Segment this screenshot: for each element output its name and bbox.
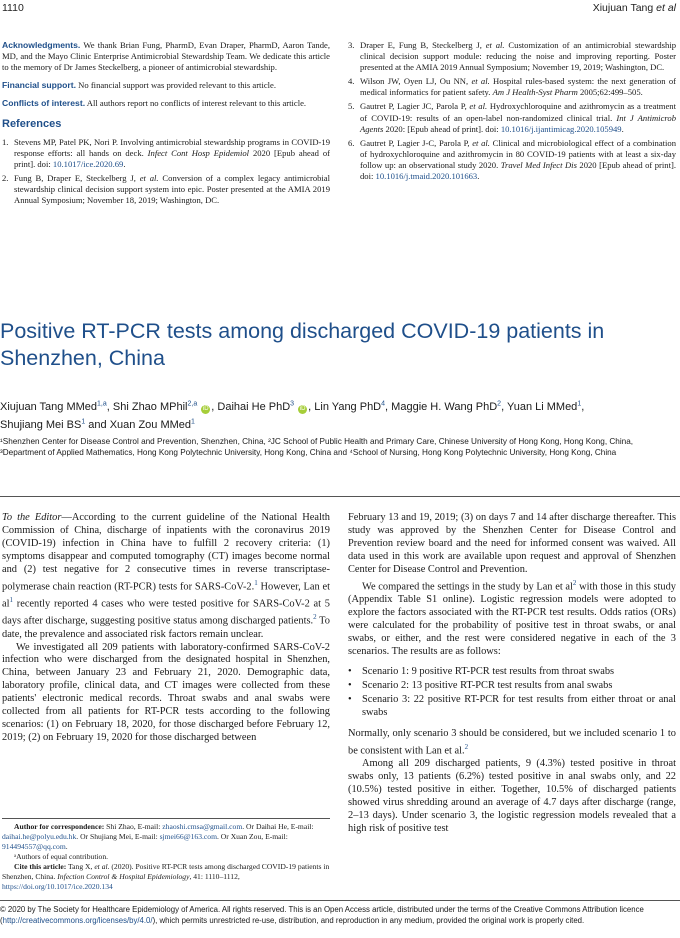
list-item: • Scenario 1: 9 positive RT-PCR test results from throat swabs <box>348 666 615 678</box>
footnote-divider <box>2 818 330 819</box>
reference-item: 1. Stevens MP, Patel PK, Nori P. Involving antimicrobial stewardship programs in COVID-19 response efforts: all hands on deck. Infect Cont Hosp Epidemiol 2020 [Epub ahead of print]. doi: 10.1017/ice.2020.69. <box>2 136 330 169</box>
body-paragraph: Normally, only scenario 3 should be considered, but we included scenario 1 to be consistent with Lan et al.$^2$ <box>348 728 676 757</box>
copyright-divider <box>0 900 680 901</box>
body-right-column <box>348 512 676 836</box>
citation-note: Cite this article: Tang X, et al. (2020). Positive RT-PCR tests among discharged COVID-19 patients in Shenzhen, China. Infection Control & Hospital Epidemiology, 41: 1110–1112, https://doi.org/10.1017/ice.2020.134 <box>2 862 330 891</box>
license-link[interactable]: http://creativecommons.org/licenses/by/4.0/ <box>2 916 153 925</box>
article-title: Positive RT-PCR tests among discharged COVID-19 patients in Shenzhen, China <box>0 319 605 370</box>
correspondence-note: Author for correspondence: Shi Zhao, E-mail: zhaoshi.cmsa@gmail.com. Or Daihai He, E-mail: daihai.he@polyu.edu.hk. Or Shujiang Mei, E-mail: sjmei66@163.com. Or Xuan Zou, E-mail: 914494557@qq.com. <box>2 822 314 851</box>
doi-link[interactable]: 10.1016/j.tmaid.2020.101663 <box>375 171 478 182</box>
email-link[interactable]: sjmei66@163.com <box>159 832 217 841</box>
author-list <box>0 396 676 433</box>
body-paragraph: We investigated all 209 patients with laboratory-confirmed SARS-CoV-2 infection who were discharged from the designated hospital in Shenzhen, China, between January 23 and February 21, 2020. Demographic data, laboratory profile, clinical data, and CT images were collected from these patients' electronic medical records. Throat swabs and anal swabs were collected from all patients for RT-PCR tests according to the following scenarios: (1) on February 18, 2020, for those discharged before February 12, 2019; (2) on February 19, 2020 for those discharged between <box>2 641 330 743</box>
references-heading: References <box>2 118 62 131</box>
author: Shi Zhao MPhil$^{2,a}$ iD , <box>112 400 218 413</box>
copyright-notice: © 2020 by The Society for Healthcare Epidemiology of America. All rights reserved. This is an Open Access article, distributed under the terms of the Creative Commons Attribution licence (http://creativecommons.org/licenses/by/4.0/), which permits unrestricted re-use, distribution, and reproduction in any medium, provided the original work is properly cited. <box>0 905 644 925</box>
reference-item: 4. Wilson JW, Oyen LJ, Ou NN, et al. Hospital rules-based system: the next generation of medical informatics for patient safety. Am J Health-Syst Pharm 2005;62:499–505. <box>348 76 677 98</box>
doi-link[interactable]: 10.1016/j.ijantimicag.2020.105949 <box>500 123 622 134</box>
reference-item: 5. Gautret P, Lagier JC, Parola P, et al. Hydroxychloroquine and azithromycin as a treatment of COVID-19: results of an open-label non-randomized clinical trial. Int J Antimicrob Agents 2020: [Epub ahead of print]. doi: 10.1016/j.ijantimicag.2020.105949. <box>348 101 676 134</box>
email-link[interactable]: daihai.he@polyu.edu.hk <box>2 832 77 841</box>
reference-item: 3. Draper E, Fung B, Steckelberg J, et al. Customization of an antimicrobial stewardship clinical decision support module: reducing the noise and improving reporting. Poster presented at the AMIA 2019 Annual Symposium; November 19, 2019; Washington, DC. <box>348 40 676 73</box>
email-link[interactable]: zhaoshi.cmsa@gmail.com <box>162 822 243 831</box>
orcid-icon[interactable]: iD <box>202 405 209 412</box>
equal-contribution-note: ᵃAuthors of equal contribution. <box>14 852 109 861</box>
body-paragraph: Among all 209 discharged patients, 9 (4.3%) tested positive in throat swabs only, 13 patients (6.2%) tested positive in anal swabs only, and 22 (10.5%) tested positive in either. Together, 10.5% of discharged patients showed virus shredding around an average of 4.7 days after discharge (range, 2–13 days). Under scenario 3, the logistic regression models revealed that a high risk of positive test <box>348 758 676 834</box>
footnotes <box>2 822 330 892</box>
divider <box>0 496 680 497</box>
acknowledgments: Acknowledgments. We thank Brian Fung, PharmD, Evan Draper, PharmD, Aaron Tande, MD, and the Mayo Clinic Enterprise Antimicrobial Stewardship Team. We dedicate this article to the memory of Dr James Steckelberg, a pioneer of antimicrobial stewardship. <box>2 40 330 73</box>
references-right <box>348 40 676 185</box>
list-item: • Scenario 2: 13 positive RT-PCR test results from anal swabs <box>348 680 613 692</box>
body-paragraph: To the Editor—According to the current guideline of the National Health Commission of China, discharge of inpatients with the coronavirus 2019 (COVID-19) infection in China have to fulfill 2 recovery criteria: (1) symptoms disappear and computed tomography (CT) images become normal and (2) test negative for 2 consecutive times in reverse transcriptase-polymerase chain reaction (RT-PCR) tests for SARS-CoV-2.$^1$ However, Lan et $al^1$ recently reported 4 cases who were tested positive for SARS-CoV-2 at 5 days after discharge, suggesting positive status among discharged patients.$^2$ To date, the prevalence and associated risk factors remain unclear. <box>2 512 331 640</box>
body-paragraph: February 13 and 19, 2019; (3) on days 7 and 14 after discharge thereafter. This study was approved by the Shenzhen Center for Disease Control and Prevention review board and the need for informed consent was waived. All data used in this work are available upon request and approval of Shenzhen Center for Disease Control and Prevention. <box>348 512 676 575</box>
scenario-list <box>348 666 676 720</box>
author: Daihai He PhD$^3$ iD , <box>217 400 315 413</box>
list-item: • Scenario 3: 22 positive RT-PCR for test results from either throat or anal swabs <box>348 694 676 719</box>
orcid-icon[interactable]: iD <box>299 405 306 412</box>
doi-link[interactable]: https://doi.org/10.1017/ice.2020.134 <box>2 882 113 891</box>
author: Xiujuan Tang MMed$^{1,a}$, <box>0 400 113 413</box>
reference-item: 2. Fung B, Draper E, Steckelberg J, et al. Conversion of a complex legacy antimicrobial stewardship clinical decision support system into epic. Poster presented at the AMIA 2019 Annual Symposium; November 18, 2019; Washington, DC. <box>2 172 330 206</box>
affiliations: ¹Shenzhen Center for Disease Control and Prevention, Shenzhen, China, ²JC School of Public Health and Primary Care, Chinese University of Hong Kong, Hong Kong, China, ³Department of Applied Mathematics, Hong Kong Polytechnic University, Hong Kong, China and ⁴School of Nursing, Hong Kong Polytechnic University, Hong Kong, China <box>0 437 634 457</box>
author: Lin Yang PhD$^4$, <box>314 400 392 413</box>
back-matter-left <box>2 40 330 209</box>
body-paragraph: We compared the settings in the study by Lan et $al^2$ with those in this study (Appendix Table S1 online). Logistic regression models were adopted to explore the factors associated with the RT-PCR test results. Odds ratios (ORs) were calculated for the probability of positive test in throat swabs, or anal swabs, or either, and the rest were considered negative in each of the 3 scenarios. The results are as follows: <box>348 578 676 657</box>
financial-support: Financial support. No financial support was provided relevant to this article. <box>2 80 277 91</box>
author: Yuan Li MMed$^1$, <box>506 400 585 413</box>
reference-item: 6. Gautret P, Lagier J-C, Parola P, et al. Clinical and microbiological effect of a combination of hydroxychloroquine and azithromycin in 80 COVID-19 patients with at least a six-day follow up: an observational study 2020. Travel Med Infect Dis 2020 [Epub ahead of print]. doi: 10.1016/j.tmaid.2020.101663. <box>348 137 677 182</box>
author: Maggie H. Wang PhD$^2$, <box>391 400 507 413</box>
author: Xuan Zou MMed$^1$ <box>109 418 195 432</box>
page-number: 1110 <box>2 2 24 14</box>
body-left-column <box>2 512 330 745</box>
doi-link[interactable]: 10.1017/ice.2020.69 <box>52 158 124 169</box>
email-link[interactable]: 914494557@qq.com <box>2 842 66 851</box>
conflicts-of-interest: Conflicts of interest. All authors report no conflicts of interest relevant to this article. <box>2 98 307 109</box>
running-header: Xiujuan Tang et al <box>592 2 676 14</box>
author: Shujiang Mei $BS^1$ and <box>0 418 110 432</box>
